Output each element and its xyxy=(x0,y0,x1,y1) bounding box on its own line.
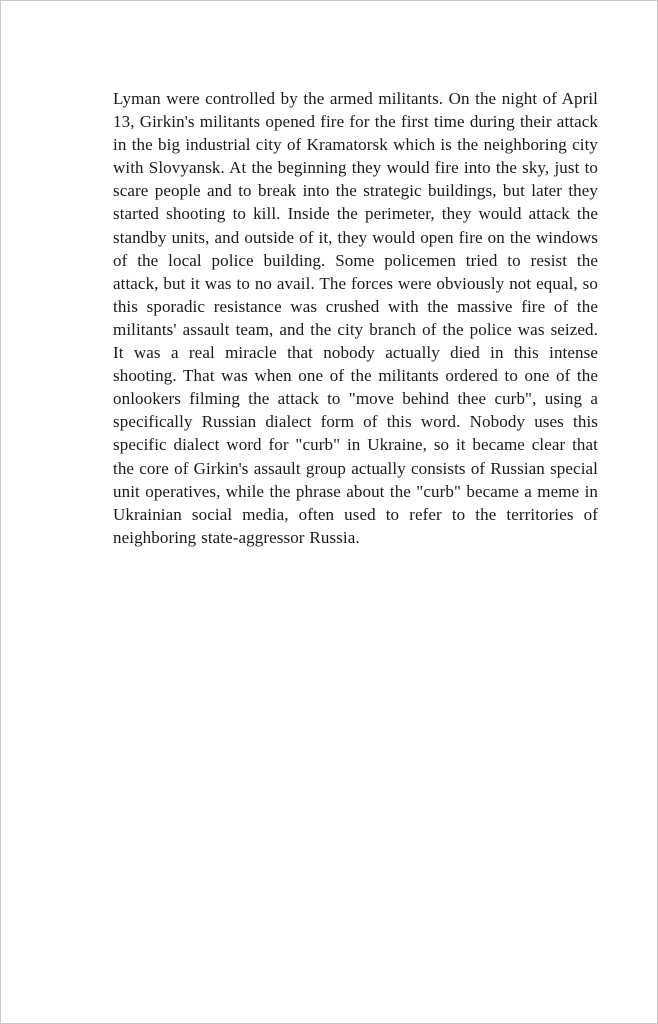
body-paragraph: Lyman were controlled by the armed militants. On the night of April 13, Girkin's militants opened fire for the first time during their attack in the big industrial city of Kramatorsk which is the neighboring city with Slovyansk. At the beginning they would fire into the sky, just to scare people and to break into the strategic buildings, but later they started shooting to kill. Inside the perimeter, they would attack the standby units, and outside of it, they would open fire on the windows of the local police building. Some policemen tried to resist the attack, but it was to no avail. The forces were obviously not equal, so this sporadic resistance was crushed with the massive fire of the militants' assault team, and the city branch of the police was seized. It was a real miracle that nobody actually died in this intense shooting. That was when one of the militants ordered to one of the onlookers filming the attack to "move behind thee curb", using a specifically Russian dialect form of this word. Nobody uses this specific dialect word for "curb" in Ukraine, so it became clear that the core of Girkin's assault group actually consists of Russian special unit operatives, while the phrase about the "curb" became a meme in Ukrainian social media, often used to refer to the territories of neighboring state-aggressor Russia. xyxy=(113,89,598,547)
text-block xyxy=(113,87,598,549)
